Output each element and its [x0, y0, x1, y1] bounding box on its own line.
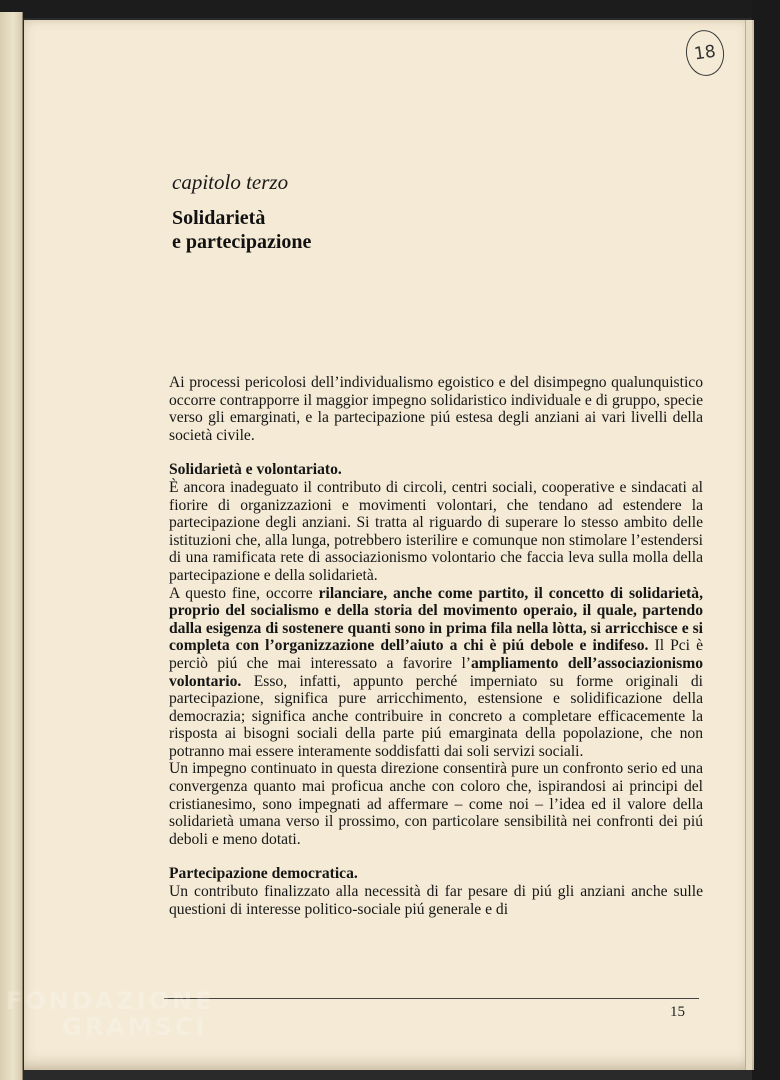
section-heading-participation: Partecipazione democratica.: [169, 865, 358, 883]
folio-number-text: 18: [692, 41, 718, 65]
paragraph-participation-1: Un contributo finalizzato alla necessità di far pesare di piú gli anziani anche sulle questioni di interesse politico-sociale piú generale e di: [169, 883, 703, 918]
document-page: [24, 20, 754, 1070]
handwritten-folio-number: [683, 28, 727, 79]
chapter-title-line1: Solidarietà: [172, 207, 266, 229]
paragraph-solidarity-2: [169, 585, 703, 761]
para2-middle: Il Pci è perciò piú che mai interessato a favorire l’: [169, 637, 703, 672]
previous-page-edge: [0, 12, 23, 1080]
page-number: 15: [670, 1004, 685, 1020]
chapter-title-line2: e partecipazione: [172, 231, 312, 253]
section-heading-solidarity: Solidarietà e volontariato.: [169, 461, 342, 479]
footer-divider: [164, 998, 699, 999]
page-edge-shadow: [745, 20, 752, 1070]
para2-bold-solidarity: rilanciare, anche come partito, il concetto di solidarietà, proprio del socialismo e della storia del movimento operaio, il quale, partendo dalla esigenza di sostenere quanti sono in prima fila nella lòtta, si arricchisce e si completa con l’organizzazione dell’aiuto a chi è piú debole e indifeso.: [169, 584, 704, 655]
body-text: [169, 374, 703, 918]
scan-top-border: [0, 0, 780, 18]
paragraph-solidarity-1: È ancora inadeguato il contributo di circoli, centri sociali, cooperative e sindacati al fiorire di organizzazioni e movimenti volontari, che tendano ad estendere la partecipazione degli anziani. Si tratta al riguardo di superare lo stesso ambito delle istituzioni che, alla lunga, potrebbero isterilire e comunque non stimolare l’estendersi di una ramificata rete di associazionismo volontario che faccia leva sulla molla della partecipazione e della solidarietà.: [169, 478, 703, 584]
paragraph-solidarity-3: Un impegno continuato in questa direzione consentirà pure un confronto serio ed una convergenza quanto mai proficua anche con coloro che, ispirandosi ai principi del cristianesimo, sono impegnati ad affermare – come noi – l’idea ed il valore della solidarietà umana verso il prossimo, con particolare sensibilità nei confronti dei piú deboli e meno dotati.: [169, 760, 703, 848]
watermark-line1: FONDAZIONE: [6, 987, 215, 1015]
chapter-title: [172, 206, 311, 254]
watermark-line2: GRAMSCI: [62, 1013, 208, 1041]
scan-right-border: [752, 0, 780, 1080]
chapter-label: capitolo terzo: [172, 170, 289, 194]
para2-bold-associazionismo: ampliamento dell’associazionismo volontario.: [169, 654, 703, 690]
para2-start: A questo fine, occorre: [169, 584, 319, 602]
para2-end: Esso, infatti, appunto perché imperniato su forme originali di partecipazione, significa pure arricchimento, estensione e solidificazione della democrazia; significa anche contribuire in concreto a completare efficacemente la risposta ai bisogni sociali della parte piú emarginata della popolazione, che non potranno mai essere interamente soddisfatti dai soli servizi sociali.: [169, 672, 703, 760]
intro-paragraph: Ai processi pericolosi dell’individualismo egoistico e del disimpegno qualunquistico occorre contrapporre il maggior impegno solidaristico individuale e di gruppo, specie verso gli emarginati, e la partecipazione piú estesa degli anziani ai vari livelli della società civile.: [169, 374, 703, 444]
archive-watermark: [6, 988, 215, 1040]
